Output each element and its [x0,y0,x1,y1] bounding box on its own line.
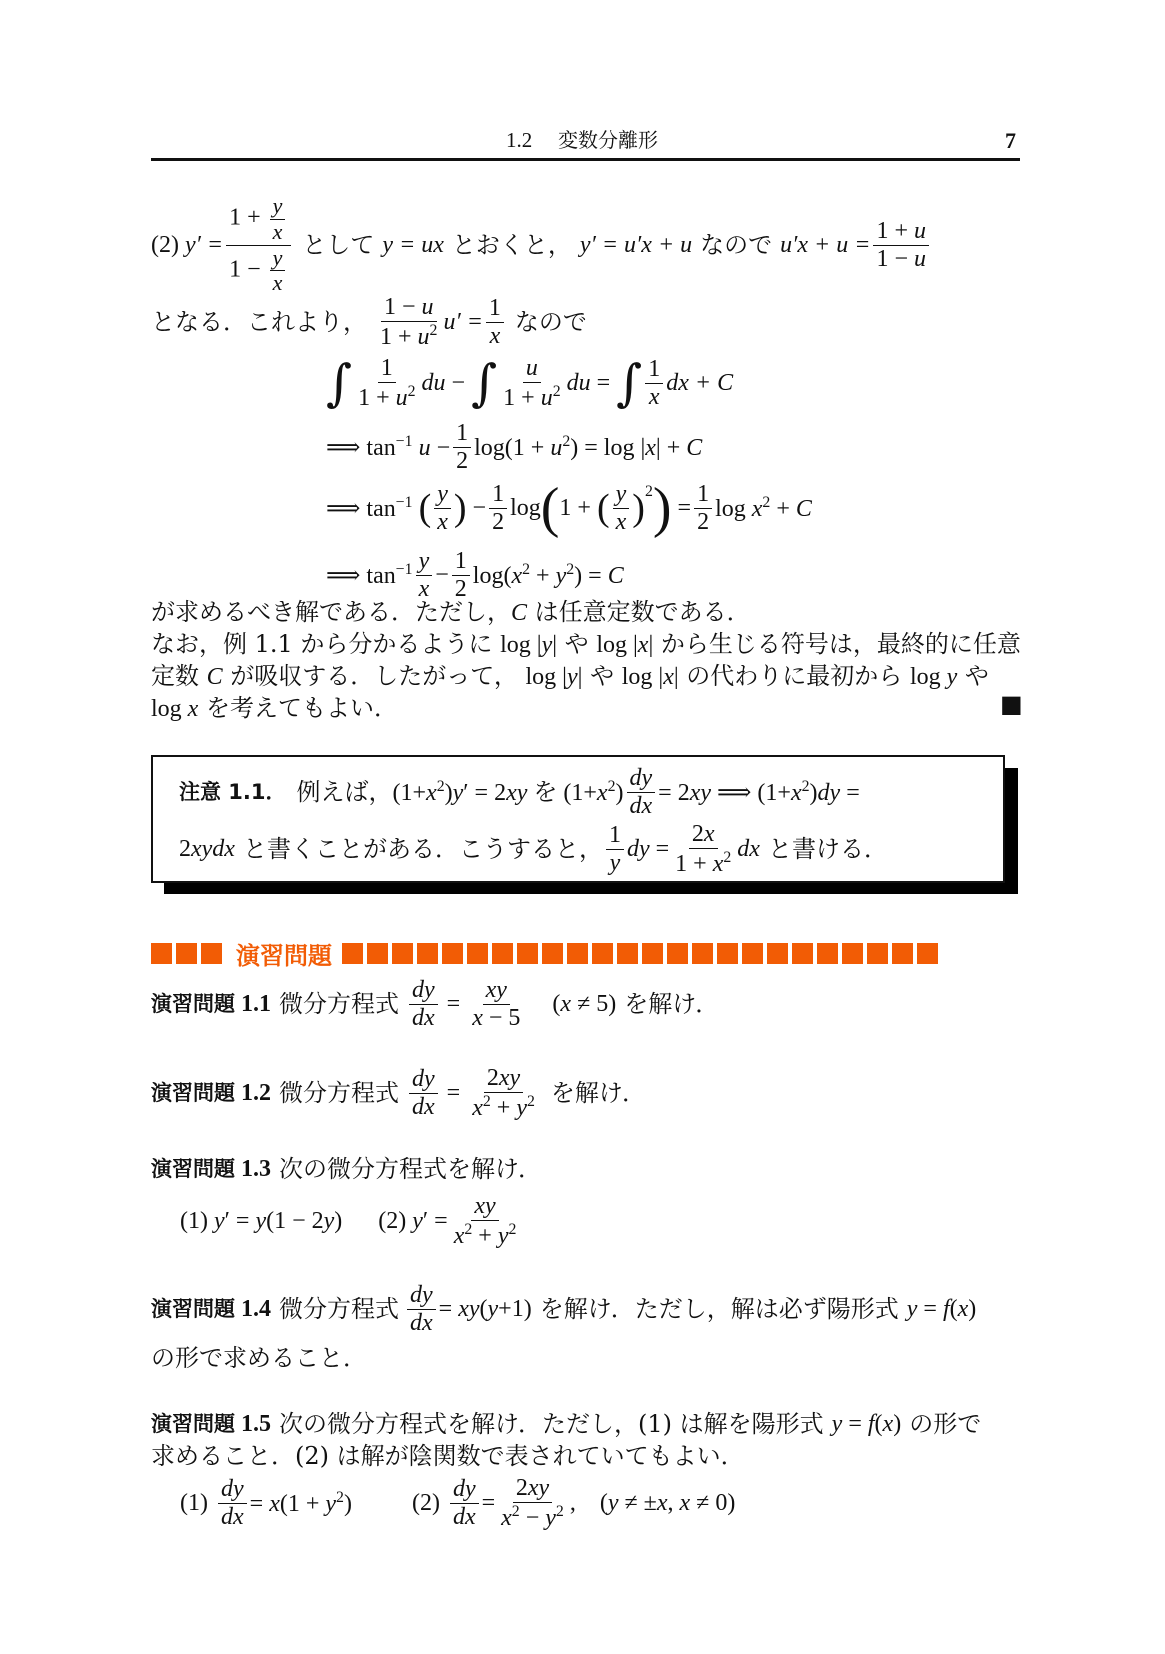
text-note-2d: の代わりに最初から [686,662,903,690]
heading-square [367,943,388,964]
heading-square [567,943,588,964]
exercise-number: 1.1 [241,991,271,1017]
exercise-1-3 [151,1157,542,1181]
exercise-label: 演習問題 [151,1411,235,1436]
part-2: (2) y′ = [378,1208,448,1234]
conclusion-line [151,600,751,625]
math-explicit: y = f(x) [906,1296,977,1322]
math-dy-eq: dy = [626,836,670,862]
frac-1-x: $\frac{1}{x}$ [645,356,663,411]
frac-dy-dx: $\frac{dy}{dx}$ [627,765,656,820]
frac-2xy-x2my2: $\frac{2xy}{x^2 - y^2}$ [501,1474,564,1531]
math-log-expr: $\log(1 + u^2) = \log |x| + C$ [474,433,703,461]
note-line-3 [151,696,398,721]
exercise-1-5-line-2 [151,1444,745,1468]
exercise-text: の形で [909,1410,982,1438]
heading-square [467,943,488,964]
frac-1-y: $\frac{1}{y}$ [606,822,624,877]
math-c: C [511,600,528,626]
part-2-label: (2) [411,1490,440,1516]
solution-line-1 [151,192,932,298]
heading-square [717,943,738,964]
frac-dy-dx: $\frac{dy}{dx}$ [407,1282,436,1337]
math-comma: , [569,1490,576,1516]
exercise-text: 次の微分方程式を解け． [279,1155,543,1183]
remark-label: 注意 1.1． [179,779,287,804]
text-tonaru: となる．これより， [151,308,367,336]
section-title: 変数分離形 [558,128,658,152]
math-log-x2: $\log x^2 + C$ [715,494,812,522]
exercise-number: 1.2 [241,1080,271,1106]
exercise-number: 1.4 [241,1296,271,1322]
math-2xydx: 2xydx [179,836,235,862]
math-1px2: $(1+x^2)$ [563,778,624,806]
math-eq: = [440,991,467,1017]
part-1: (1) y′ = y(1 − 2y) [180,1208,343,1234]
exercise-number: 1.5 [241,1411,271,1437]
math-eq: = [590,370,617,396]
frac-1pu-1mu: $\frac{1 + u}{1 - u}$ [873,218,929,273]
exercise-number: 1.3 [241,1156,271,1182]
note-line-1 [151,632,1021,657]
math-dx-c: dx + C [666,370,734,396]
integral-sign: ∫ [326,354,353,412]
exercise-1-5-parts [180,1472,735,1534]
text-nanode: なので [700,231,773,259]
exercise-text: を解け． [550,1079,646,1107]
frac-y-x: $\frac{y}{x}$ [613,481,630,536]
qed-square: ■ [1000,690,1023,718]
exercise-label: 演習問題 [151,1080,235,1105]
text-note-b: や [564,630,589,658]
heading-square [592,943,613,964]
frac-1-1pu2: $\frac{1}{1 + u^2}$ [358,354,416,411]
running-header [0,126,1165,156]
math-eq: = [481,1490,496,1516]
text-conclusion: が求めるべき解である．ただし， [151,598,511,626]
paren-open: ( [418,487,432,529]
math-minus: − [435,562,449,588]
math-eq-original: $(1+x^2)y' = 2xy$ [392,778,528,806]
exercise-label: 演習問題 [151,1296,235,1321]
text-note-2b: が吸収する．したがって， [230,662,518,690]
heading-square [442,943,463,964]
remark-text-kakukoto: と書くことがある．こうすると， [242,835,603,863]
math-eq: = [671,495,692,521]
remark-line-2 [179,819,888,879]
heading-square [542,943,563,964]
math-du: du [421,370,446,396]
part-1-label: (1) [180,1490,208,1516]
frac-rhs: 1 + $\frac{y}{x}$ 1 − $\frac{y}{x}$ [226,194,291,296]
math-log-y: log y [909,664,958,690]
math-uprime-eq: u′ = [443,309,483,335]
exercises-heading: 演習問題 [236,941,332,968]
math-rhs-1: = $x(1 + y^2)$ [249,1489,352,1517]
remark-text-wo: を [533,778,558,806]
math-one-plus: 1 + [559,495,597,521]
math-log-abs-y: log |y| [525,664,583,690]
section-number: 1.2 [506,128,533,152]
frac-dy-dx: $\frac{dy}{dx}$ [218,1476,247,1531]
equation-implies-2 [326,470,812,546]
paren-close: ) [453,487,467,529]
header-rule [151,158,1020,161]
heading-square [792,943,813,964]
heading-square [867,943,888,964]
math-log-abs-x: log |x| [596,632,654,658]
heading-square [917,943,938,964]
implies-arrow: ⟹ $\tan^{-1} u$ − [326,433,451,461]
text-note-a: なお，例 1.1 から分かるように [151,630,493,658]
frac-dy-dx: $\frac{dy}{dx}$ [450,1476,479,1531]
frac-half: $\frac{1}{2}$ [694,481,712,536]
math-yprime-expand: y′ = u′x + u [579,232,693,258]
frac-2x-1px2: $\frac{2x}{1 + x^2}$ [675,820,732,877]
exercise-text: 微分方程式 [279,1079,399,1107]
exercise-1-1 [151,973,719,1035]
math-condition: (y ≠ ±x, x ≠ 0) [599,1490,736,1516]
implies-arrow: ⟹ $\tan^{-1}$ [326,561,413,589]
text-note-2e: や [964,662,989,690]
math-explicit: y = f(x) [831,1411,902,1437]
frac-xy-xm5: $\frac{xy}{x - 5}$ [472,976,521,1031]
paren-open: ( [596,487,610,529]
math-log-abs-y: log |y| [500,632,558,658]
heading-square [842,943,863,964]
frac-y-x: $\frac{y}{x}$ [416,548,433,603]
implies-arrow: ⟹ $\tan^{-1}$ [326,494,413,522]
heading-square [742,943,763,964]
frac-dy-dx: $\frac{dy}{dx}$ [409,1066,438,1121]
frac-half: $\frac{1}{2}$ [453,420,471,475]
text-tookuto: とおくと， [451,231,572,259]
exercise-1-4 [151,1278,976,1340]
heading-square [517,943,538,964]
exercise-1-2 [151,1062,646,1124]
remark-text-kakeru: と書ける． [767,835,888,863]
page-number: 7 [1005,128,1016,153]
exercise-text: の形で求めること． [151,1344,367,1372]
exercise-text: 微分方程式 [279,990,399,1018]
text-note-c: から生じる符号は，最終的に任意 [660,630,1021,658]
part-label: (2) [151,232,179,258]
heading-square [667,943,688,964]
math-eq: = [440,1080,467,1106]
heading-square [342,943,363,964]
integral-sign: ∫ [471,354,498,412]
paren-close: ) [632,487,645,529]
math-log: log [510,495,541,521]
math-log-abs-x: log |x| [621,664,679,690]
solution-line-2 [151,292,587,352]
integral-sign: ∫ [616,354,643,412]
remark-line-1 [179,763,860,821]
text-note-2c: や [590,662,615,690]
math-minus: − [466,495,487,521]
heading-square [642,943,663,964]
math-du: du [566,370,591,396]
text-arbitrary: は任意定数である． [534,598,751,626]
exercise-1-4-line-2 [151,1346,367,1370]
text-nanode2: なので [514,308,587,336]
math-log-sum: $\log(x^2 + y^2) = C$ [472,561,624,589]
frac-1mu-1pu2: $\frac{1 - u}{1 + u^2}$ [380,293,438,350]
math-rhs: = xy(y+1) [438,1296,532,1322]
heading-square [767,943,788,964]
heading-square [617,943,638,964]
exercise-label: 演習問題 [151,991,235,1016]
heading-square [392,943,413,964]
math-y-ux: y = ux [382,232,444,258]
note-line-2 [151,664,989,689]
exercise-label: 演習問題 [151,1156,235,1181]
text-note-2a: 定数 [151,662,199,690]
frac-1-x: $\frac{1}{x}$ [486,295,504,350]
heading-square [417,943,438,964]
exercise-text: を解け． [624,990,720,1018]
exercise-text: 微分方程式 [279,1295,399,1323]
math-eq-2xy: = 2xy ⟹ $(1+x^2)dy$ = [658,778,860,806]
math-minus: − [445,370,472,396]
math-log-x: log x [151,696,199,722]
math-uprime-x: u′x + u = [780,232,871,258]
exercise-text: を解け．ただし，解は必ず陽形式 [539,1295,899,1323]
heading-square [151,943,172,964]
frac-half: $\frac{1}{2}$ [452,548,470,603]
frac-u-1pu2: $\frac{u}{1 + u^2}$ [503,354,561,411]
equation-implies-3 [326,546,624,604]
math-dx: dx [737,836,760,862]
exercise-text: 次の微分方程式を解け．ただし，(1) は解を陽形式 [279,1410,824,1438]
big-paren-close: ) [652,477,672,539]
equation-implies-1 [326,416,702,478]
heading-square [176,943,197,964]
exercise-1-3-parts [180,1190,522,1252]
frac-xy-x2py2: $\frac{xy}{x^2 + y^2}$ [453,1192,517,1249]
math-yprime: y′ = [178,232,224,258]
frac-y-x: $\frac{y}{x}$ [434,481,451,536]
frac-half: $\frac{1}{2}$ [489,481,507,536]
heading-square [692,943,713,964]
exercise-1-5 [151,1412,981,1436]
math-condition: (x ≠ 5) [552,991,617,1017]
frac-dy-dx: $\frac{dy}{dx}$ [409,977,438,1032]
equation-integral [326,348,733,418]
heading-square [817,943,838,964]
heading-square [201,943,222,964]
text-note-3: を考えてもよい． [205,694,398,722]
text-toshite: として [302,231,375,259]
exercise-text: 求めること．(2) は解が陰関数で表されていてもよい． [151,1442,745,1470]
remark-box [151,755,1005,883]
exp-2: 2 [644,483,653,500]
heading-square [892,943,913,964]
big-paren-open: ( [540,477,560,539]
frac-2xy-x2py2: $\frac{2xy}{x^2 + y^2}$ [472,1064,535,1121]
heading-square [492,943,513,964]
remark-text-a: 例えば， [296,778,393,806]
exercises-heading-bar [151,938,1021,968]
math-c: C [206,664,223,690]
